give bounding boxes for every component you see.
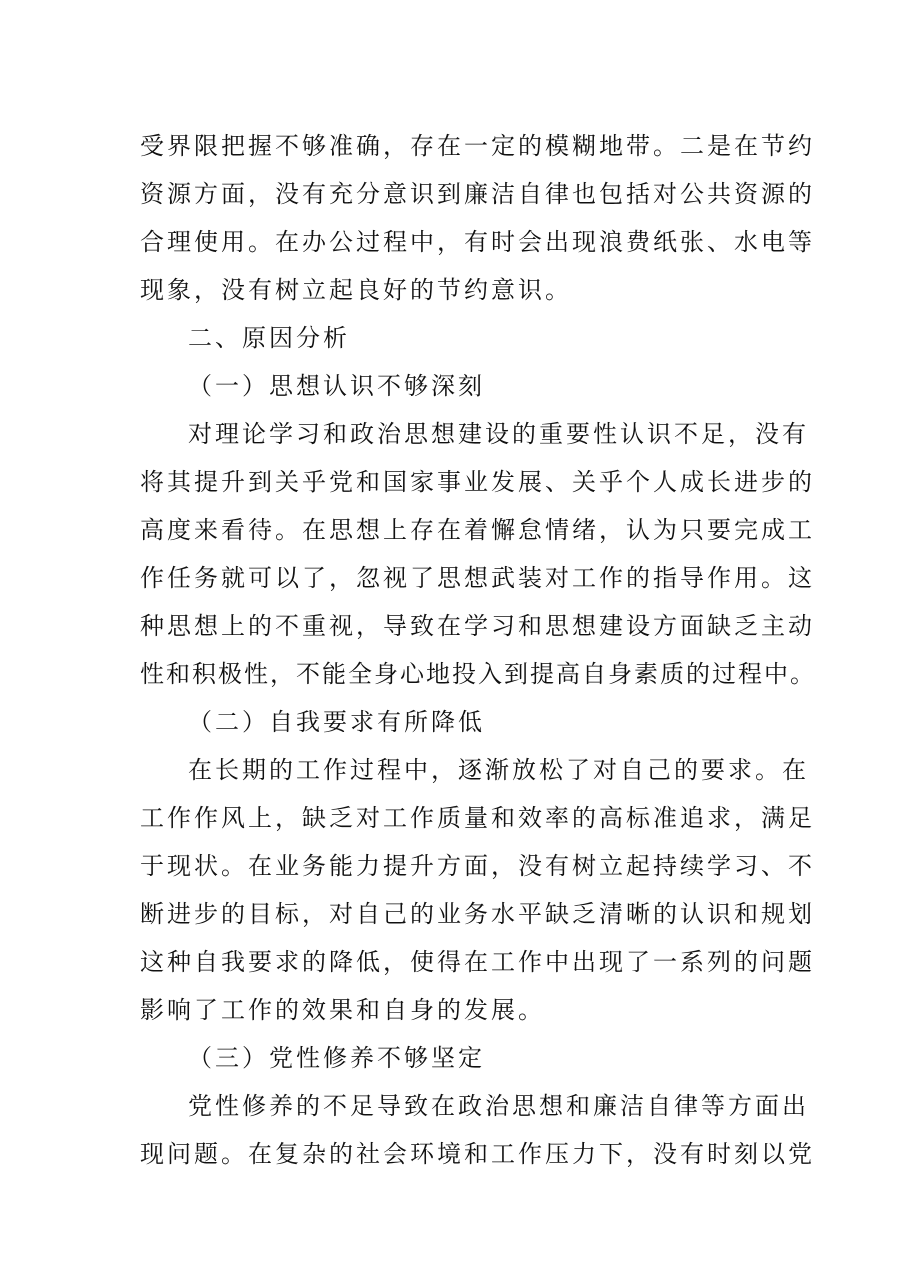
subsection-heading: （三）党性修养不够坚定 bbox=[188, 1044, 485, 1072]
body-text-line: 将其提升到关乎党和国家事业发展、关乎个人成长进步的 bbox=[140, 468, 815, 496]
body-text-line: 工作作风上，缺乏对工作质量和效率的高标准追求，满足 bbox=[140, 804, 815, 832]
body-text-line: 这种自我要求的降低，使得在工作中出现了一系列的问题 bbox=[140, 948, 815, 976]
body-text-line: 资源方面，没有充分意识到廉洁自律也包括对公共资源的 bbox=[140, 180, 815, 208]
body-text-line: 断进步的目标，对自己的业务水平缺乏清晰的认识和规划 bbox=[140, 900, 815, 928]
body-text-line: 现象，没有树立起良好的节约意识。 bbox=[140, 276, 572, 304]
body-text-line: 受界限把握不够准确，存在一定的模糊地带。二是在节约 bbox=[140, 132, 815, 160]
body-text-line: 性和积极性，不能全身心地投入到提高自身素质的过程中。 bbox=[140, 660, 816, 688]
body-text-line: 在长期的工作过程中，逐渐放松了对自己的要求。在 bbox=[188, 756, 809, 784]
subsection-heading: （二）自我要求有所降低 bbox=[188, 708, 485, 736]
body-text-line: 现问题。在复杂的社会环境和工作压力下，没有时刻以党 bbox=[140, 1140, 815, 1168]
body-text-line: 合理使用。在办公过程中，有时会出现浪费纸张、水电等 bbox=[140, 228, 815, 256]
body-text-line: 影响了工作的效果和自身的发展。 bbox=[140, 996, 545, 1024]
body-text-line: 对理论学习和政治思想建设的重要性认识不足，没有 bbox=[188, 420, 809, 448]
subsection-heading: （一）思想认识不够深刻 bbox=[188, 372, 485, 400]
body-text-line: 种思想上的不重视，导致在学习和思想建设方面缺乏主动 bbox=[140, 612, 815, 640]
section-heading: 二、原因分析 bbox=[188, 324, 350, 352]
body-text-line: 作任务就可以了，忽视了思想武装对工作的指导作用。这 bbox=[140, 564, 815, 592]
body-text-line: 于现状。在业务能力提升方面，没有树立起持续学习、不 bbox=[140, 852, 815, 880]
body-text-line: 党性修养的不足导致在政治思想和廉洁自律等方面出 bbox=[188, 1092, 809, 1120]
body-text-line: 高度来看待。在思想上存在着懈怠情绪，认为只要完成工 bbox=[140, 516, 815, 544]
